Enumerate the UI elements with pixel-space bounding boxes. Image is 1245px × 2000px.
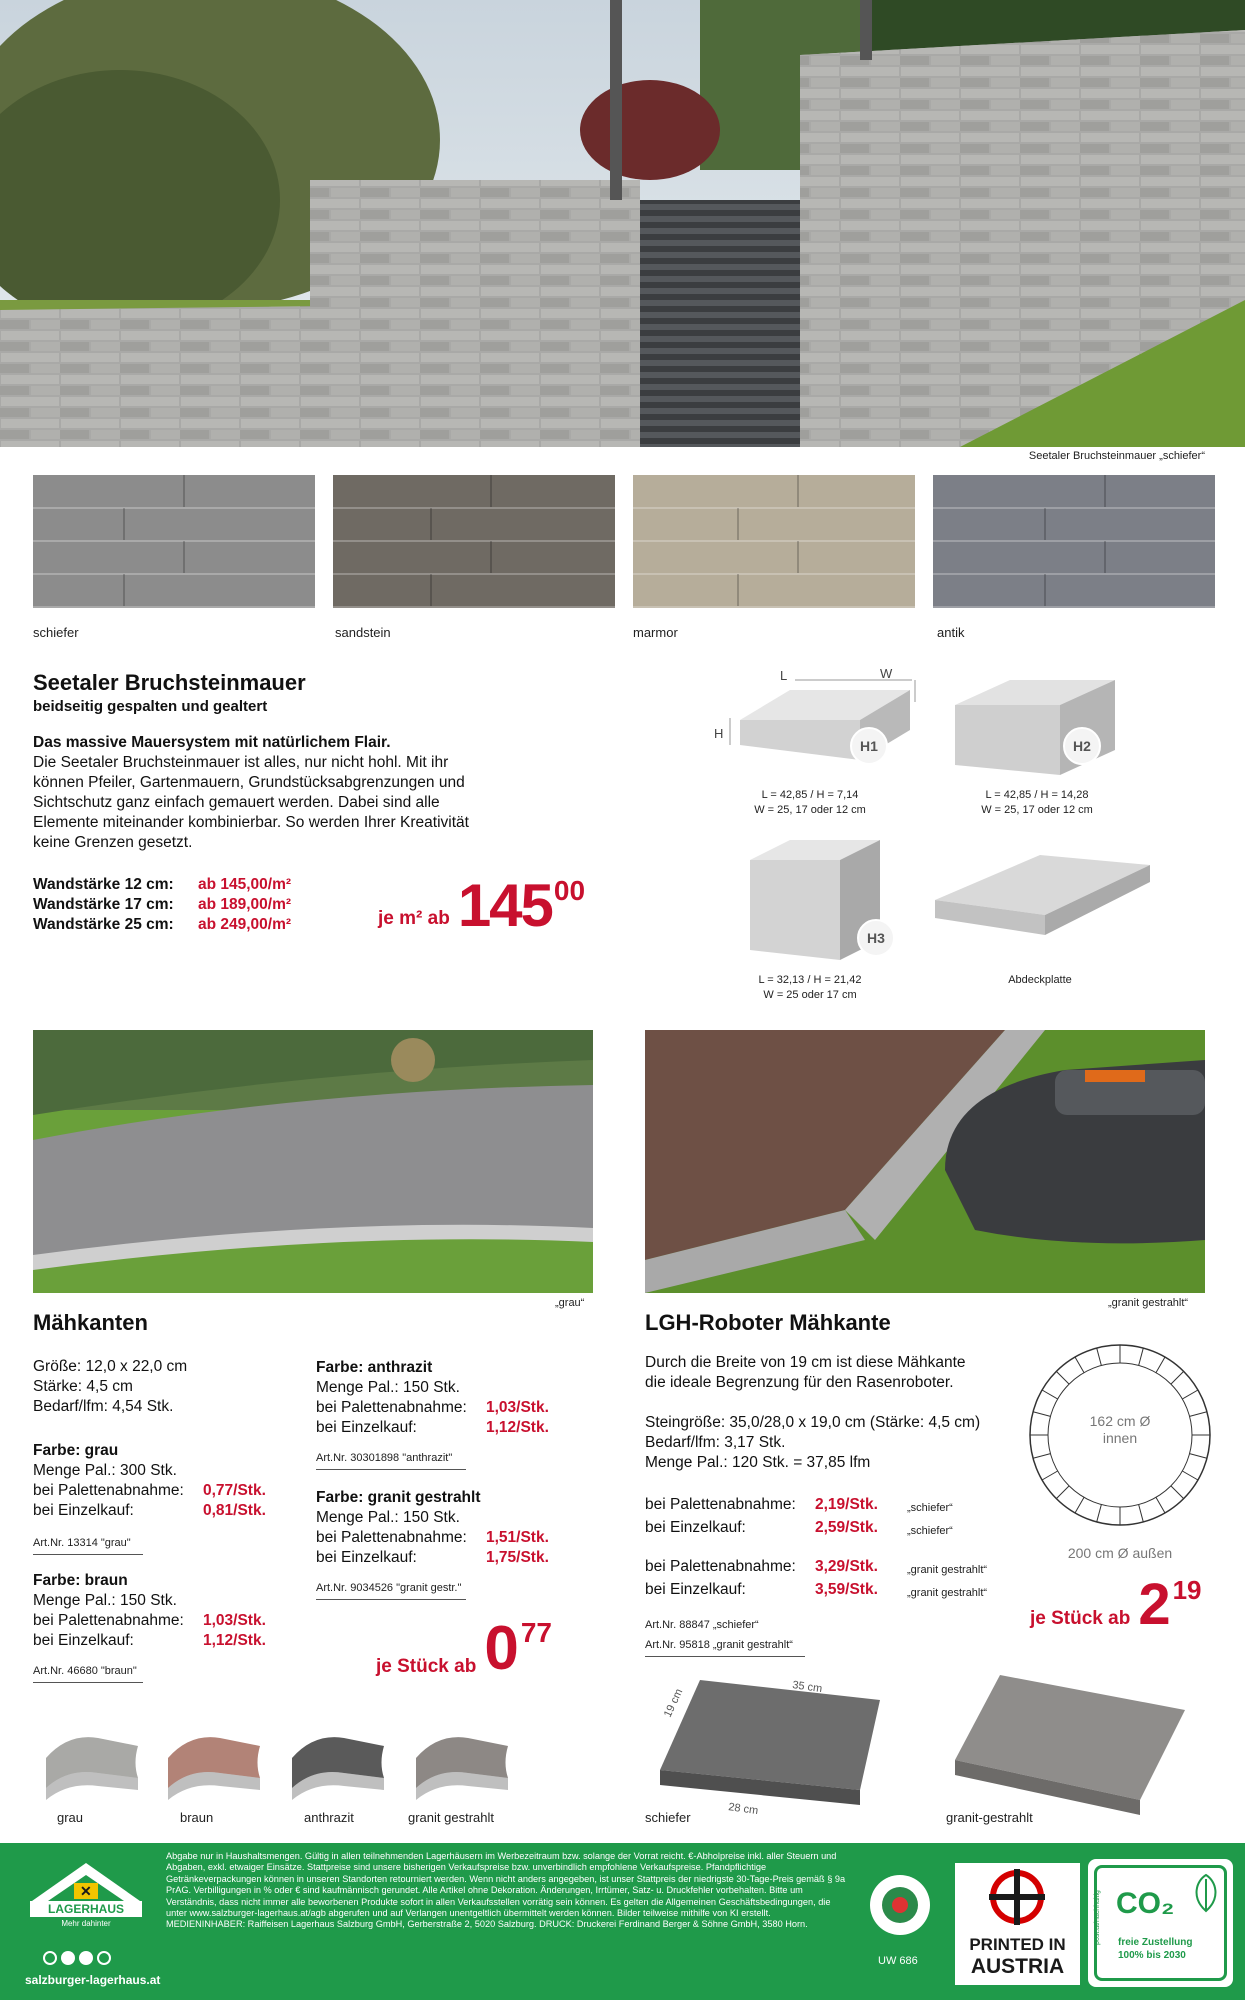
variant-anthrazit-menge: Menge Pal.: 150 Stk.: [316, 1379, 460, 1396]
stone-shape-grau: [38, 1728, 148, 1808]
uw-seal: [868, 1873, 932, 1937]
maehkanten-specs: [33, 1357, 187, 1417]
abdeckplatte-label: Abdeckplatte: [1008, 974, 1072, 986]
seetaler-body-1: Die Seetaler Bruchsteinmauer ist alles, nur nicht hohl. Mit ihr: [33, 754, 449, 771]
roboter-price-2-note: „schiefer“: [907, 1525, 953, 1537]
h1-dims-line-1: L = 42,85 / H = 7,14: [761, 789, 859, 801]
diagram-label-w: W: [880, 666, 893, 681]
website-link[interactable]: salzburger-lagerhaus.at: [25, 1973, 161, 1987]
stone-dim-bottom: 28 cm: [727, 1801, 759, 1818]
roboter-art-2: Art.Nr. 95818 „granit gestrahlt“: [645, 1639, 793, 1651]
footer: [0, 1843, 1245, 2000]
divider: [645, 1655, 805, 1657]
roboter-price-4-value: 3,59/Stk.: [815, 1581, 878, 1598]
swatch-tile-marmor: [633, 475, 915, 608]
variant-anthrazit-einzel-label: bei Einzelkauf:: [316, 1419, 417, 1436]
linkedin-icon[interactable]: [79, 1951, 93, 1965]
variant-grau-pal-price: 0,77/Stk.: [203, 1482, 266, 1499]
ring-segment-line: [1139, 1505, 1144, 1522]
instagram-icon[interactable]: [43, 1951, 57, 1965]
ring-segment-line: [1042, 1390, 1058, 1399]
stone-shape-anthrazit: [284, 1728, 394, 1808]
roboter-intro-1: Durch die Breite von 19 cm ist diese Mähkante: [645, 1354, 966, 1371]
hero-caption: Seetaler Bruchsteinmauer „schiefer“: [1028, 450, 1205, 462]
maehkanten-title: Mähkanten: [33, 1310, 148, 1335]
element-diagrams: [700, 660, 1240, 980]
ring-segment-line: [1156, 1497, 1165, 1513]
roboter-price-2-value: 2,59/Stk.: [815, 1519, 878, 1536]
roboter-price-cents: 19: [1172, 1575, 1202, 1605]
roboter-stone-label-schiefer: schiefer: [645, 1810, 691, 1825]
co2-title: CO₂: [1116, 1887, 1175, 1920]
ring-segment-line: [1190, 1454, 1207, 1459]
roboter-price-3-note: „granit gestrahlt“: [907, 1564, 988, 1576]
ring-segment-line: [1139, 1348, 1144, 1365]
ring-segment-line: [1042, 1471, 1058, 1480]
co2-line-1: freie Zustellung: [1118, 1937, 1193, 1948]
facebook-icon[interactable]: [61, 1951, 75, 1965]
co2-line-2: 100% bis 2030: [1118, 1950, 1186, 1961]
variant-anthrazit-pal-label: bei Palettenabnahme:: [316, 1399, 467, 1416]
ring-segment-line: [1033, 1454, 1050, 1459]
leaf-icon: [1191, 1873, 1221, 1913]
swatch-tile-schiefer: [33, 475, 315, 608]
variant-anthrazit-pal-price: 1,03/Stk.: [486, 1399, 549, 1416]
ring-segment-line: [1171, 1486, 1184, 1499]
stone-label-braun: braun: [180, 1810, 214, 1825]
h3-badge: H3: [857, 919, 895, 957]
roboter-price-4-label: bei Einzelkauf:: [645, 1581, 746, 1598]
legal-text: Abgabe nur in Haushaltsmengen. Gültig in allen teilnehmenden Lagerhäusern im Werbezeitraum bzw. solange der Vorrat reicht. €-Abholpreise inkl. aller Steuern und Abgaben, exkl. etwaiger Einsätze. Stattpreise sind unsere bisherigen Verkaufspreise bzw. unverbindlich empfohlene Verkaufspreise. Pfandpflichtige Getränkeverpackungen können in unseren Standorten retourniert werden. Wenn nicht anders angegeben, ist unser Stattpreis der niedrigste 30-Tage-Preis gemäß § 9a PrAG. Verbilligungen in % oder € sind kaufmännisch gerundet. Alle Artikel ohne Dekoration. Änderungen, Irrtümer, Satz- u. Druckfehler vorbehalten. Bitte um Verständnis, dass nicht immer alle beworbenen Produkte sofort in allen Verkaufsstellen vorrätig sein können. Es gelten die Allgemeinen Geschäftsbedingungen, die unter www.salzburger-lagerhaus.at/agb abgerufen und auf Verlangen unentgeltlich übermittelt werden können. Bilder teilweise mithilfe von KI erstellt. MEDIENINHABER: Raiffeisen Lagerhaus Salzburg GmbH, Gerberstraße 2, 5020 Salzburg. DRUCK: Druckerei Ferdinand Berger & Söhne GmbH, 3580 Horn.: [166, 1851, 846, 1930]
ring-segment-line: [1075, 1497, 1084, 1513]
variant-braun: [33, 1571, 293, 1683]
uw-label: UW 686: [878, 1955, 918, 1967]
roboter-spec-size: Steingröße: 35,0/28,0 x 19,0 cm (Stärke: 4,5 cm): [645, 1414, 981, 1431]
roboter-spec-need: Bedarf/lfm: 3,17 Stk.: [645, 1434, 786, 1451]
variant-granit-einzel-price: 1,75/Stk.: [486, 1549, 549, 1566]
co2-badge: [1088, 1859, 1233, 1987]
variant-grau-pal-label: bei Palettenabnahme:: [33, 1482, 184, 1499]
h3-dims-line-2: W = 25 oder 17 cm: [763, 989, 857, 1001]
swatch-tile-antik: [933, 475, 1215, 608]
variant-anthrazit-title: Farbe: anthrazit: [316, 1359, 433, 1376]
wall-25-label: Wandstärke 25 cm:: [33, 916, 174, 933]
swatch-label-marmor: marmor: [633, 625, 678, 640]
maehkanten-spec-need: Bedarf/lfm: 4,54 Stk.: [33, 1398, 174, 1415]
roboter-photo: [645, 1030, 1205, 1293]
maehkanten-spec-thickness: Stärke: 4,5 cm: [33, 1378, 133, 1395]
roboter-stones: [640, 1660, 1220, 1835]
variant-granit-art: Art.Nr. 9034526 "granit gestr.": [316, 1582, 462, 1594]
roboter-prices: [645, 1495, 1025, 1657]
ring-segment-line: [1097, 1348, 1102, 1365]
maehkanten-price-cents: 77: [520, 1617, 552, 1648]
roboter-price-prefix: je Stück ab: [1030, 1608, 1131, 1629]
roboter-price-main: 2: [1138, 1572, 1171, 1637]
variant-grau-art: Art.Nr. 13314 "grau": [33, 1537, 131, 1549]
seetaler-body-3: Sichtschutz ganz einfach gemauert werden. Dabei sind alle: [33, 794, 440, 811]
schiefer-stone-shape: [660, 1680, 880, 1805]
seetaler-price-prefix: je m² ab: [378, 908, 450, 929]
divider: [33, 1553, 143, 1555]
divider: [316, 1468, 466, 1470]
h2-dims-line-2: W = 25, 17 oder 12 cm: [981, 804, 1093, 816]
ring-segment-line: [1190, 1412, 1207, 1417]
variant-granit-title: Farbe: granit gestrahlt: [316, 1489, 481, 1506]
roboter-intro: [645, 1353, 966, 1393]
maehkanten-spec-size: Größe: 12,0 x 22,0 cm: [33, 1358, 188, 1375]
ring-segment-line: [1156, 1357, 1165, 1373]
stone-label-grau: grau: [57, 1810, 84, 1825]
roboter-title: LGH-Roboter Mähkante: [645, 1310, 891, 1335]
variant-anthrazit-einzel-price: 1,12/Stk.: [486, 1419, 549, 1436]
garden-wall-image: [0, 0, 1245, 447]
variant-braun-einzel-price: 1,12/Stk.: [203, 1632, 266, 1649]
wall-17-price: ab 189,00/m²: [198, 896, 292, 913]
stone-label-granit-gestrahlt: granit gestrahlt: [408, 1810, 494, 1825]
variant-grau-einzel-price: 0,81/Stk.: [203, 1502, 266, 1519]
roboter-price-3-label: bei Palettenabnahme:: [645, 1558, 796, 1575]
variant-granit-pal-label: bei Palettenabnahme:: [316, 1529, 467, 1546]
ring-inner-label: [1070, 1413, 1170, 1447]
roboter-price-1-note: „schiefer“: [907, 1502, 953, 1514]
variant-grau-title: Farbe: grau: [33, 1442, 119, 1459]
diagram-label-l: L: [780, 668, 788, 683]
seetaler-price-table: [33, 875, 291, 935]
roboter-art-1: Art.Nr. 88847 „schiefer“: [645, 1619, 759, 1631]
ring-segment-line: [1033, 1412, 1050, 1417]
h3-dims: [730, 973, 890, 1003]
seetaler-price-cents: 00: [553, 875, 586, 906]
seetaler-body-4: Elemente miteinander kombinierbar. So werden Ihrer Kreativität: [33, 814, 469, 831]
roboter-specs: [645, 1413, 980, 1473]
roboter-spec-pallet: Menge Pal.: 120 Stk. = 37,85 lfm: [645, 1454, 871, 1471]
variant-granit-menge: Menge Pal.: 150 Stk.: [316, 1509, 460, 1526]
umweltzeichen-icon: [868, 1873, 932, 1937]
variant-braun-einzel-label: bei Einzelkauf:: [33, 1632, 134, 1649]
roboter-price-badge: [1030, 1572, 1202, 1637]
roboter-price-4-note: „granit gestrahlt“: [907, 1587, 988, 1599]
seetaler-description: [33, 733, 553, 853]
swatch-label-sandstein: sandstein: [335, 625, 391, 640]
seetaler-body-2: können Pfeiler, Gartenmauern, Grundstücksabgrenzungen und: [33, 774, 465, 791]
variant-grau-menge: Menge Pal.: 300 Stk.: [33, 1462, 177, 1479]
swatch-label-schiefer: schiefer: [33, 625, 79, 640]
seetaler-price-badge: [378, 872, 586, 939]
wall-25-price: ab 249,00/m²: [198, 916, 292, 933]
stone-shape-granit-gestrahlt: [408, 1728, 518, 1808]
wall-12-price: ab 145,00/m²: [198, 876, 292, 893]
variant-braun-art: Art.Nr. 46680 "braun": [33, 1665, 137, 1677]
variant-grau: [33, 1441, 293, 1555]
stone-shape-braun: [160, 1728, 270, 1808]
svg-text:✕: ✕: [80, 1883, 92, 1899]
roboter-price-1-value: 2,19/Stk.: [815, 1496, 878, 1513]
ring-segment-line: [1182, 1390, 1198, 1399]
stone-dim-width: 35 cm: [791, 1679, 823, 1696]
ring-segment-line: [1171, 1371, 1184, 1384]
swatch-tile-sandstein: [333, 475, 615, 608]
printed-line-2: AUSTRIA: [970, 1955, 1065, 1978]
hero-photo: [0, 0, 1245, 447]
variant-braun-pal-price: 1,03/Stk.: [203, 1612, 266, 1629]
ring-segment-line: [1056, 1371, 1069, 1384]
maehkanten-price-badge: [376, 1614, 552, 1683]
stone-dim-height: 19 cm: [661, 1687, 686, 1720]
variant-braun-pal-label: bei Palettenabnahme:: [33, 1612, 184, 1629]
h3-dims-line-1: L = 32,13 / H = 21,42: [758, 974, 862, 986]
printed-line-1: PRINTED IN: [969, 1935, 1066, 1954]
granit-stone-shape: [955, 1675, 1185, 1815]
seetaler-title: Seetaler Bruchsteinmauer: [33, 670, 306, 695]
variant-granit: [316, 1488, 576, 1600]
ring-outer-label: 200 cm Ø außen: [1067, 1545, 1173, 1561]
stone-label-anthrazit: anthrazit: [304, 1810, 354, 1825]
diagram-label-h: H: [714, 726, 724, 741]
maehkanten-price-prefix: je Stück ab: [376, 1656, 477, 1677]
seetaler-subtitle: beidseitig gespalten und gealtert: [33, 698, 268, 715]
roboter-photo-caption: „granit gestrahlt“: [1108, 1297, 1189, 1309]
variant-braun-menge: Menge Pal.: 150 Stk.: [33, 1592, 177, 1609]
co2-side-text: post.at/nachhaltig: [1093, 1890, 1101, 1945]
ring-segment-line: [1182, 1471, 1198, 1480]
maehkanten-photo: [33, 1030, 593, 1293]
variant-granit-einzel-label: bei Einzelkauf:: [316, 1549, 417, 1566]
variant-grau-einzel-label: bei Einzelkauf:: [33, 1502, 134, 1519]
variant-granit-pal-price: 1,51/Stk.: [486, 1529, 549, 1546]
brand-name: LAGERHAUS: [30, 1901, 142, 1917]
ring-segment-line: [1075, 1357, 1084, 1373]
brand-tagline: Mehr dahinter: [61, 1919, 111, 1928]
ring-segment-line: [1097, 1505, 1102, 1522]
seetaler-body-5: keine Grenzen gesetzt.: [33, 834, 193, 851]
swatch-label-antik: antik: [937, 625, 965, 640]
roboter-price-1-label: bei Palettenabnahme:: [645, 1496, 796, 1513]
roboter-price-2-label: bei Einzelkauf:: [645, 1519, 746, 1536]
variant-anthrazit-art: Art.Nr. 30301898 "anthrazit": [316, 1452, 453, 1464]
seetaler-lead: Das massive Mauersystem mit natürlichem Flair.: [33, 734, 391, 751]
roboter-stone-label-granit: granit-gestrahlt: [946, 1810, 1033, 1825]
printed-in-austria-icon: [987, 1867, 1047, 1927]
h2-dims-line-1: L = 42,85 / H = 14,28: [985, 789, 1089, 801]
h1-dims-line-2: W = 25, 17 oder 12 cm: [754, 804, 866, 816]
maehkanten-price-main: 0: [484, 1614, 519, 1683]
variant-anthrazit: [316, 1358, 576, 1470]
printed-austria: [955, 1863, 1080, 1985]
roboter-price-3-value: 3,29/Stk.: [815, 1558, 878, 1575]
ring-inner-line-1: 162 cm Ø: [1089, 1413, 1151, 1429]
h1-dims: [730, 788, 890, 818]
ring-segment-line: [1056, 1486, 1069, 1499]
whatsapp-icon[interactable]: [97, 1951, 111, 1965]
social-icons: [43, 1951, 111, 1965]
maehkanten-photo-caption: „grau“: [555, 1297, 585, 1309]
wall-17-label: Wandstärke 17 cm:: [33, 896, 174, 913]
seetaler-price-main: 145: [457, 872, 552, 939]
roboter-intro-2: die ideale Begrenzung für den Rasenroboter.: [645, 1374, 954, 1391]
h2-dims: [952, 788, 1122, 818]
variant-braun-title: Farbe: braun: [33, 1572, 128, 1589]
wall-12-label: Wandstärke 12 cm:: [33, 876, 174, 893]
divider: [33, 1681, 143, 1683]
abdeckplatte-shape: [935, 855, 1150, 935]
divider: [316, 1598, 466, 1600]
h1-badge: H1: [850, 727, 888, 765]
ring-inner-line-2: innen: [1102, 1430, 1138, 1446]
h2-badge: H2: [1063, 727, 1101, 765]
